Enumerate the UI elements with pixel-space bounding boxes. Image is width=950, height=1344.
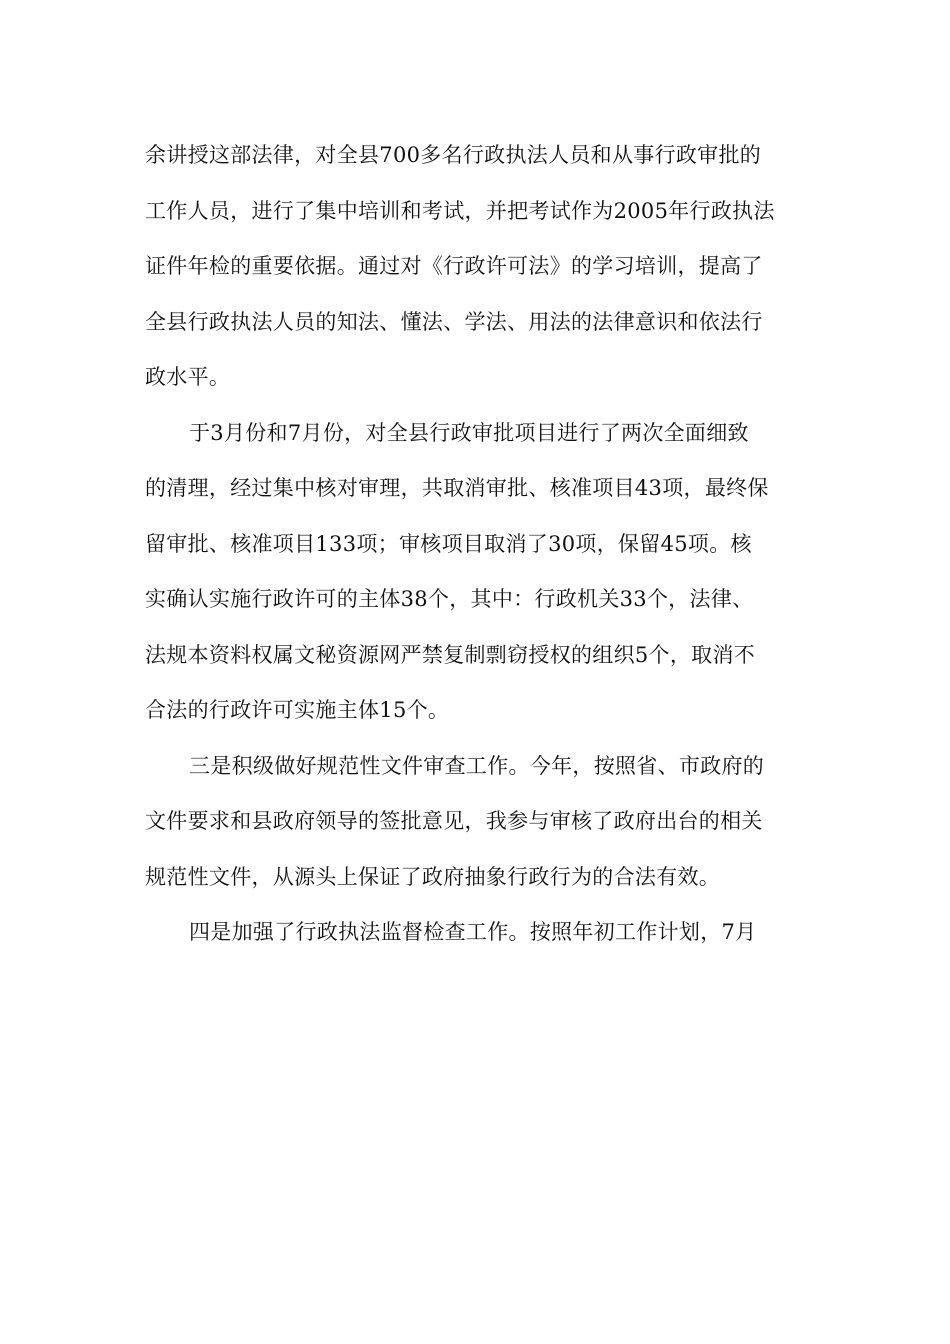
text-line: 工作人员，进行了集中培训和考试，并把考试作为2005年行政执法 (145, 198, 775, 223)
text-line: 法规本资料权属文秘资源网严禁复制剽窃授权的组织5个，取消不 (145, 642, 756, 667)
document-body (145, 128, 810, 961)
text-line: 三是积级做好规范性文件审查工作。今年，按照省、市政府的 (189, 753, 765, 778)
text-line: 政水平。 (145, 365, 231, 389)
text-line: 规范性文件，从源头上保证了政府抽象行政行为的合法有效。 (145, 864, 721, 889)
text-line: 合法的行政许可实施主体15个。 (145, 698, 450, 722)
text-line: 于3月份和7月份，对全县行政审批项目进行了两次全面细致 (189, 420, 749, 445)
text-line: 余讲授这部法律，对全县700多名行政执法人员和从事行政审批的 (145, 143, 762, 167)
text-line: 实确认实施行政许可的主体38个，其中：行政机关33个，法律、 (145, 587, 754, 611)
text-line: 证件年检的重要依据。通过对《行政许可法》的学习培训，提高了 (145, 254, 763, 278)
text-line: 留审批、核准项目133项；审核项目取消了30项，保留45项。核 (145, 531, 752, 556)
text-line: 四是加强了行政执法监督检查工作。按照年初工作计划，7月 (189, 920, 757, 944)
text-line: 的清理，经过集中核对审理，共取消审批、核准项目43项，最终保 (145, 476, 769, 500)
text-line: 全县行政执法人员的知法、懂法、学法、用法的法律意识和依法行 (145, 309, 763, 334)
text-line: 文件要求和县政府领导的签批意见，我参与审核了政府出台的相关 (145, 809, 763, 833)
